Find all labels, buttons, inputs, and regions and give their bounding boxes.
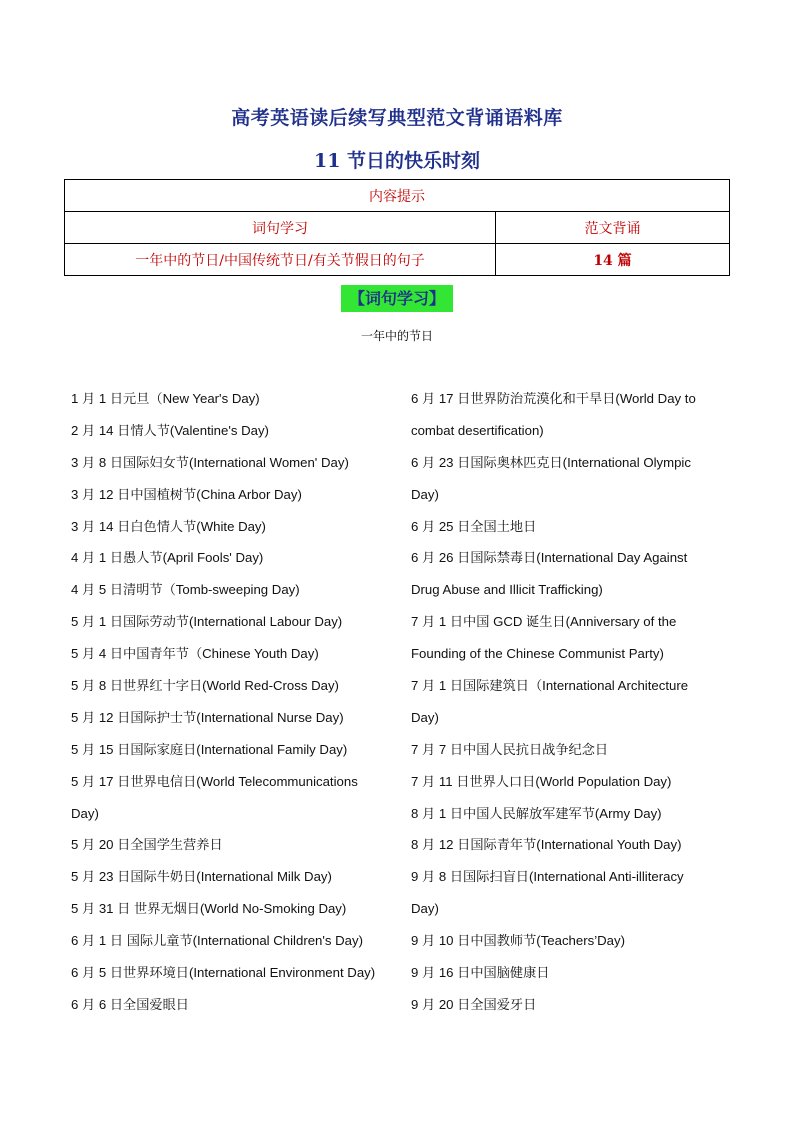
festival-line: 3 月 12 日中国植树节(China Arbor Day)	[71, 486, 302, 502]
festival-line: 6 月 6 日全国爱眼日	[71, 996, 189, 1012]
summary-header-cell: 内容提示	[65, 180, 730, 212]
festival-line: 1 月 1 日元旦（New Year's Day)	[71, 391, 260, 406]
festival-line: 6 月 25 日全国土地日	[411, 518, 537, 534]
festival-line: 7 月 1 日国际建筑日（International Architecture	[411, 678, 689, 694]
document-title: 高考英语读后续写典型范文背诵语料库	[231, 107, 563, 129]
section-label: 【词句学习】	[341, 285, 453, 312]
right-festival-list	[411, 383, 741, 1021]
festival-line: 7 月 7 日中国人民抗日战争纪念日	[411, 741, 609, 757]
left-festival-list	[71, 383, 401, 1021]
summary-col2-label: 范文背诵	[496, 212, 730, 244]
section-subheading: 一年中的节日	[360, 329, 433, 343]
festival-line: 4 月 5 日清明节（Tomb-sweeping Day)	[71, 582, 300, 598]
festival-line: Day)	[71, 805, 99, 821]
festival-line: 8 月 1 日中国人民解放军建军节(Army Day)	[411, 805, 662, 821]
festival-line: 5 月 1 日国际劳动节(International Labour Day)	[71, 614, 343, 630]
festival-line: combat desertification)	[411, 422, 544, 438]
festival-line: 6 月 1 日 国际儿童节(International Children's Day)	[71, 933, 364, 949]
festival-line: 3 月 8 日国际妇女节(International Women' Day)	[71, 454, 349, 470]
summary-value-row	[65, 244, 730, 276]
festival-line: 6 月 17 日世界防治荒漠化和干旱日(World Day to	[411, 391, 696, 406]
summary-col2-value: 14 篇	[496, 244, 730, 276]
festival-line: Drug Abuse and Illicit Trafficking)	[411, 582, 603, 598]
festival-line: Day)	[411, 901, 439, 917]
summary-col1-label: 词句学习	[65, 212, 496, 244]
summary-label-row	[65, 212, 730, 244]
festival-line: 8 月 12 日国际青年节(International Youth Day)	[411, 837, 682, 853]
festival-line: 2 月 14 日情人节(Valentine's Day)	[71, 422, 269, 438]
festival-line: 9 月 8 日国际扫盲日(International Anti-illiteracy	[411, 869, 684, 885]
festival-line: 9 月 20 日全国爱牙日	[411, 996, 537, 1012]
festival-line: Day)	[411, 486, 439, 502]
summary-col1-value: 一年中的节日/中国传统节日/有关节假日的句子	[65, 244, 496, 276]
festival-line: 6 月 5 日世界环境日(International Environment Day)	[71, 965, 376, 981]
festival-line: 5 月 20 日全国学生营养日	[71, 837, 223, 853]
summary-header-row	[65, 180, 730, 212]
document-subtitle: 11 节日的快乐时刻	[313, 150, 481, 172]
festival-line: 5 月 15 日国际家庭日(International Family Day)	[71, 741, 348, 757]
festival-line: Founding of the Chinese Communist Party)	[411, 646, 664, 662]
festival-line: Day)	[411, 709, 439, 725]
festival-line: 5 月 17 日世界电信日(World Telecommunications	[71, 773, 358, 789]
content-summary-table	[64, 179, 730, 276]
festival-line: 6 月 23 日国际奥林匹克日(International Olympic	[411, 454, 691, 470]
festival-line: 5 月 23 日国际牛奶日(International Milk Day)	[71, 869, 332, 885]
festival-line: 9 月 16 日中国脑健康日	[411, 965, 550, 981]
festival-line: 9 月 10 日中国教师节(Teachers’Day)	[411, 933, 625, 949]
festival-line: 5 月 31 日 世界无烟日(World No-Smoking Day)	[71, 901, 347, 917]
festival-line: 5 月 12 日国际护士节(International Nurse Day)	[71, 709, 344, 725]
festival-line: 5 月 8 日世界红十字日(World Red-Cross Day)	[71, 678, 339, 694]
festival-line: 4 月 1 日愚人节(April Fools' Day)	[71, 550, 264, 566]
festival-line: 3 月 14 日白色情人节(White Day)	[71, 518, 266, 534]
festival-line: 6 月 26 日国际禁毒日(International Day Against	[411, 550, 688, 566]
festival-line: 7 月 1 日中国 GCD 诞生日(Anniversary of the	[411, 614, 677, 630]
festival-line: 7 月 11 日世界人口日(World Population Day)	[411, 773, 672, 789]
festival-line: 5 月 4 日中国青年节（Chinese Youth Day)	[71, 646, 319, 662]
